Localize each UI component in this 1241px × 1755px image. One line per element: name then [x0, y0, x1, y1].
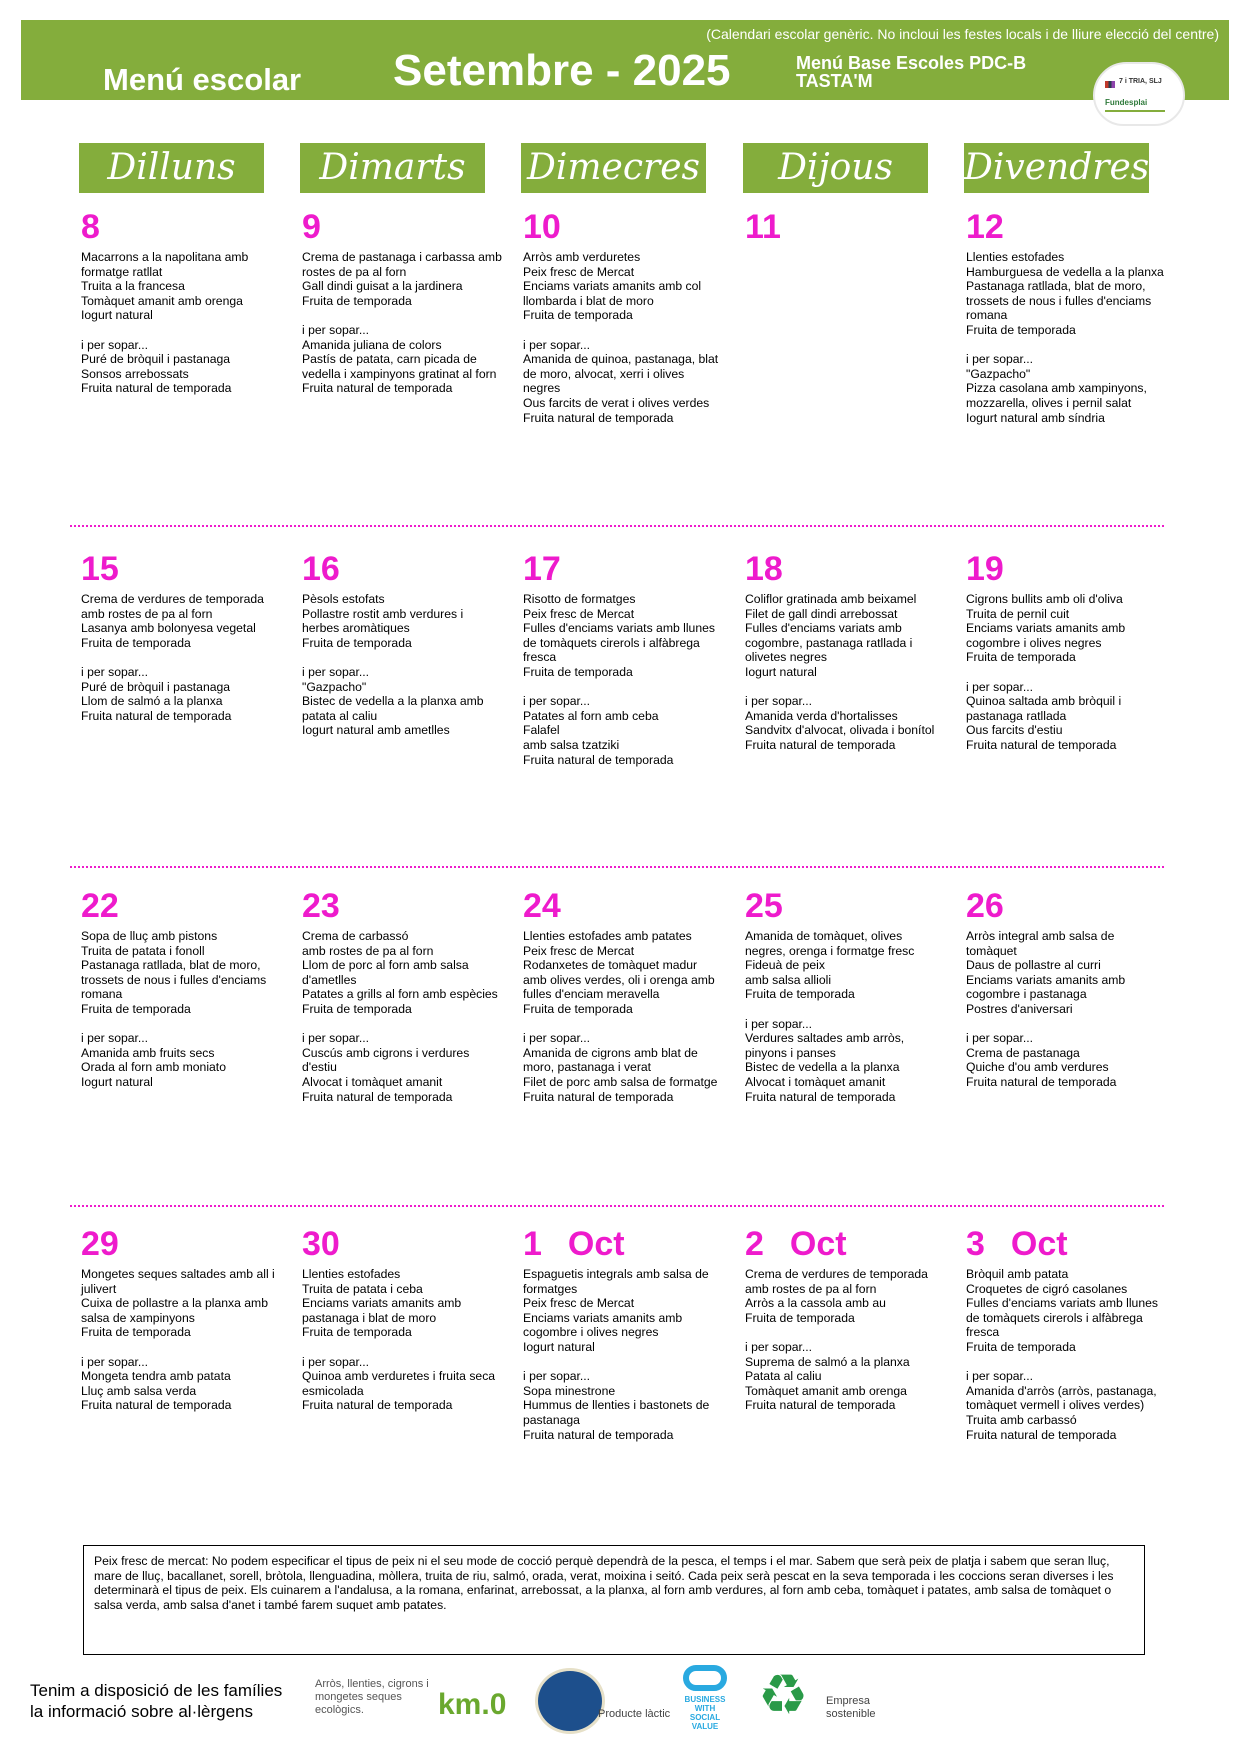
menu-item: Pizza casolana amb xampinyons, mozzarella, olives i pernil salat — [966, 381, 1147, 410]
menu-items — [523, 1267, 723, 1442]
day-cell — [523, 887, 723, 1104]
menu-item: i per sopar... — [745, 1339, 813, 1354]
menu-item: i per sopar... — [302, 322, 370, 337]
menu-item: Patates al forn amb ceba — [523, 708, 659, 723]
menu-item: Patata al caliu — [745, 1369, 822, 1384]
menu-item: Quiche d'ou amb verdures — [966, 1060, 1109, 1075]
menu-item: i per sopar... — [81, 664, 149, 679]
fish-footnote — [83, 1545, 1145, 1655]
day-cell — [302, 550, 502, 738]
menu-item: Fruita de temporada — [302, 635, 412, 650]
menu-item: Mongeta tendra amb patata — [81, 1369, 231, 1384]
empresa-line-2: sostenible — [826, 1708, 876, 1720]
day-number-value: 25 — [745, 887, 783, 925]
menu-item: amb rostes de pa al forn — [81, 606, 213, 621]
menu-items — [745, 929, 945, 1104]
menu-item: Fruita natural de temporada — [81, 381, 232, 396]
empresa-line-1: Empresa — [826, 1695, 871, 1707]
menu-item: Truita de patata i ceba — [302, 1281, 423, 1296]
menu-item: Arròs integral amb salsa de tomàquet — [966, 929, 1115, 958]
menu-item: i per sopar... — [81, 1354, 149, 1369]
menu-item: Macarrons a la napolitana amb formatge ratllat — [81, 250, 249, 279]
menu-item: amb rostes de pa al forn — [302, 943, 434, 958]
menu-item: Tomàquet amanit amb orenga — [745, 1383, 907, 1398]
menu-item: i per sopar... — [966, 352, 1034, 367]
day-number-value: 22 — [81, 887, 119, 925]
menu-item: Cuixa de pollastre a la planxa amb salsa de xampinyons — [81, 1296, 268, 1325]
menu-item: i per sopar... — [302, 664, 370, 679]
menu-item: Iogurt natural amb ametlles — [302, 723, 450, 738]
day-header-2: Dimecres — [521, 143, 706, 193]
day-cell — [302, 887, 502, 1104]
menu-item: Sandvitx d'alvocat, olivada i bonítol — [745, 723, 935, 738]
day-number-value: 16 — [302, 550, 340, 588]
menu-base-line2: TASTA'M — [796, 71, 873, 91]
menu-spacer — [302, 308, 502, 323]
day-number-value: 12 — [966, 208, 1004, 246]
menu-item: Iogurt natural — [81, 1074, 153, 1089]
menu-item: i per sopar... — [81, 337, 149, 352]
recycle-icon: ♻ — [758, 1663, 809, 1726]
menu-item: Fruita natural de temporada — [302, 381, 453, 396]
menu-item: Filet de gall dindi arrebossat — [745, 606, 898, 621]
day-number-value: 30 — [302, 1225, 340, 1263]
day-number — [523, 550, 723, 590]
menu-spacer — [966, 338, 1166, 353]
menu-item: Lasanya amb bolonyesa vegetal — [81, 621, 256, 636]
menu-item: Mongetes seques saltades amb all i julivert — [81, 1267, 275, 1296]
menu-item: Amanida d'arròs (arròs, pastanaga, tomàquet vermell i olives verdes) — [966, 1383, 1157, 1413]
menu-item: Fruita de temporada — [966, 650, 1076, 665]
logo-mark-icon — [1105, 81, 1115, 88]
menu-item: Coliflor gratinada amb beixamel — [745, 592, 917, 606]
menu-spacer — [745, 1325, 945, 1340]
menu-item: Llom de porc al forn amb salsa d'ametlles — [302, 958, 469, 987]
menu-item: Crema de pastanaga i carbassa amb rostes de pa al forn — [302, 250, 502, 279]
day-number-value: 18 — [745, 550, 783, 588]
day-number — [745, 208, 945, 248]
menu-item: Crema de verdures de temporada — [81, 592, 264, 606]
day-number — [745, 550, 945, 590]
company-logo — [1093, 62, 1185, 126]
menu-item: Truita a la francesa — [81, 279, 185, 294]
day-number — [966, 550, 1166, 590]
menu-item: Bistec de vedella a la planxa amb patata al caliu — [302, 694, 484, 723]
menu-item: Fruita de temporada — [81, 1325, 191, 1340]
day-number — [302, 887, 502, 927]
menu-spacer — [81, 1340, 281, 1355]
day-cell — [745, 887, 945, 1104]
page-title: Setembre - 2025 — [393, 46, 731, 95]
week-separator — [70, 866, 1164, 868]
menu-item: Llenties estofades — [302, 1267, 401, 1281]
menu-item: amb salsa allioli — [745, 972, 832, 987]
menu-items — [966, 929, 1166, 1090]
day-number — [966, 887, 1166, 927]
menu-item: Fruita natural de temporada — [745, 737, 896, 752]
menu-spacer — [745, 680, 945, 695]
day-cell — [745, 208, 945, 250]
day-number-value: 23 — [302, 887, 340, 925]
menu-item: Amanida de cigrons amb blat de moro, pastanaga i verat — [523, 1045, 698, 1075]
menu-item: Fulles d'enciams variats amb llunes de tomàquets cirerols i alfàbrega fresca — [966, 1296, 1158, 1340]
day-header-1: Dimarts — [300, 143, 485, 193]
menu-items — [966, 250, 1166, 425]
menu-item: Fruita natural de temporada — [523, 1427, 674, 1442]
menu-item: Fulles d'enciams variats amb llunes de tomàquets cirerols i alfàbrega fresca — [523, 621, 715, 665]
menu-items — [302, 592, 502, 738]
menu-item: Crema de pastanaga — [966, 1045, 1080, 1060]
menu-item: Fruita de temporada — [302, 293, 412, 308]
menu-item: Pastís de patata, carn picada de vedella i xampinyons gratinat al forn — [302, 352, 497, 381]
week-separator — [70, 1205, 1164, 1207]
menu-item: i per sopar... — [302, 1031, 370, 1046]
day-header-0: Dilluns — [79, 143, 264, 193]
dairy-farm-logo — [535, 1668, 605, 1734]
header-banner — [21, 20, 1229, 100]
menu-item: Sopa minestrone — [523, 1383, 616, 1398]
menu-item: Fruita de temporada — [523, 308, 633, 323]
day-number-value: 26 — [966, 887, 1004, 925]
calendar-note: (Calendari escolar genèric. No incloui les festes locals i de lliure elecció del centre) — [706, 26, 1219, 42]
menu-items — [81, 1267, 281, 1413]
allergen-line-1: Tenim a disposició de les famílies — [30, 1681, 283, 1700]
menu-spacer — [523, 1355, 723, 1370]
menu-item: i per sopar... — [966, 1031, 1034, 1046]
menu-spacer — [745, 1002, 945, 1017]
day-number — [302, 208, 502, 248]
menu-spacer — [302, 1017, 502, 1032]
day-cell — [302, 1225, 502, 1413]
menu-escolar-title: Menú escolar — [103, 62, 302, 97]
menu-item: Crema de carbassó — [302, 929, 409, 943]
menu-item: Puré de bròquil i pastanaga — [81, 679, 231, 694]
allergen-notice — [30, 1680, 282, 1722]
menu-item: Fruita de temporada — [745, 1310, 855, 1325]
social-value-logo — [680, 1665, 730, 1735]
menu-item: Ous farcits de verat i olives verdes — [523, 395, 710, 410]
menu-spacer — [966, 1355, 1166, 1370]
menu-item: Espaguetis integrals amb salsa de formatges — [523, 1267, 709, 1296]
menu-item: Risotto de formatges — [523, 592, 636, 606]
menu-item: Fruita de temporada — [81, 1001, 191, 1016]
day-number — [966, 1225, 1166, 1265]
day-number-value: 19 — [966, 550, 1004, 588]
menu-spacer — [81, 1017, 281, 1032]
menu-item: Fruita de temporada — [302, 1325, 412, 1340]
menu-item: Enciams variats amanits amb cogombre i pastanaga — [966, 972, 1126, 1002]
menu-item: Enciams variats amanits amb pastanaga i blat de moro — [302, 1296, 462, 1325]
menu-spacer — [81, 650, 281, 665]
menu-items — [523, 250, 723, 425]
menu-item: Llenties estofades — [966, 250, 1065, 264]
menu-item: i per sopar... — [81, 1031, 149, 1046]
logo-text-1: 7 i TRIA, SLJ — [1119, 78, 1162, 85]
menu-item: Iogurt natural amb síndria — [966, 410, 1105, 425]
menu-items — [745, 1267, 945, 1413]
menu-item: Arròs a la cassola amb au — [745, 1296, 886, 1311]
month-label: Oct — [1010, 1225, 1068, 1263]
month-label: Oct — [789, 1225, 847, 1263]
menu-item: Truita de patata i fonoll — [81, 943, 205, 958]
menu-item: Amanida de tomàquet, olives negres, orenga i formatge fresc — [745, 929, 915, 958]
menu-item: Llenties estofades amb patates — [523, 929, 692, 943]
day-number — [302, 1225, 502, 1265]
day-cell — [81, 1225, 281, 1413]
menu-item: i per sopar... — [523, 337, 591, 352]
menu-item: Sonsos arrebossats — [81, 366, 189, 381]
day-cell — [745, 1225, 945, 1413]
menu-item: Fruita natural de temporada — [966, 737, 1117, 752]
menu-item: Crema de verdures de temporada — [745, 1267, 928, 1281]
menu-item: Pèsols estofats — [302, 592, 385, 606]
day-cell — [523, 208, 723, 425]
menu-item: Falafel — [523, 723, 560, 738]
menu-item: Ous farcits d'estiu — [966, 723, 1063, 738]
menu-items — [81, 929, 281, 1090]
menu-item: Bròquil amb patata — [966, 1267, 1069, 1281]
menu-items — [523, 929, 723, 1104]
menu-item: Truita de pernil cuit — [966, 606, 1070, 621]
day-number-value: 8 — [81, 208, 100, 246]
menu-spacer — [523, 1017, 723, 1032]
menu-spacer — [523, 680, 723, 695]
menu-items — [745, 592, 945, 753]
menu-item: i per sopar... — [523, 1369, 591, 1384]
day-cell — [966, 887, 1166, 1090]
menu-item: Amanida juliana de colors — [302, 337, 442, 352]
menu-item: Fruita natural de temporada — [966, 1427, 1117, 1442]
menu-item: Croquetes de cigró casolanes — [966, 1281, 1128, 1296]
week-separator — [70, 525, 1164, 527]
menu-item: i per sopar... — [523, 694, 591, 709]
social-value-text: BUSINESS WITH SOCIAL VALUE — [684, 1695, 726, 1731]
menu-item: i per sopar... — [302, 1354, 370, 1369]
menu-item: Fruita natural de temporada — [302, 1089, 453, 1104]
day-number — [745, 887, 945, 927]
menu-item: Pastanaga ratllada, blat de moro, trossets de nous i fulles d'enciams romana — [966, 279, 1152, 323]
day-cell — [302, 208, 502, 396]
menu-spacer — [302, 1340, 502, 1355]
menu-item: Fideuà de peix — [745, 958, 825, 973]
menu-item: Peix fresc de Mercat — [523, 1296, 635, 1311]
dairy-product-label: Producte làctic — [598, 1708, 671, 1720]
menu-item: Truita amb carbassó — [966, 1412, 1077, 1427]
eco-products-note: Arròs, llenties, cigrons i mongetes seques ecològics. — [315, 1678, 429, 1716]
menu-item: Fruita de temporada — [302, 1001, 412, 1016]
day-number-value: 2 — [745, 1225, 764, 1263]
day-cell — [966, 550, 1166, 753]
day-number — [523, 1225, 723, 1265]
menu-base-line1: Menú Base Escoles PDC-B — [796, 53, 1027, 73]
menu-item: Peix fresc de Mercat — [523, 943, 635, 958]
menu-spacer — [966, 665, 1166, 680]
menu-items — [302, 929, 502, 1104]
menu-spacer — [81, 323, 281, 338]
day-number-value: 24 — [523, 887, 561, 925]
menu-item: "Gazpacho" — [302, 679, 367, 694]
menu-item: i per sopar... — [745, 694, 813, 709]
day-header-4: Divendres — [964, 143, 1149, 193]
fish-footnote-text: Peix fresc de mercat: No podem especificar el tipus de peix ni el seu mode de cocció perquè dependrà de la pesca, el temps i el mar. Sabem que serà peix de platja i sabem que seran lluç, mare de lluç, bacallanet, sorell, bròtola, llenguadina, mòllera, truita de riu, salmó, orada, verat, moixina i seitó. Cada peix serà pescat en la seva temporada i les coccions seran diverses i les determinarà el tipus de peix. Els cuinarem a l'andalusa, a la romana, enfarinat, arrebossat, a la planxa, al forn amb verdures, al forn amb ceba, tomàquet i patates, amb salsa de tomàquet o salsa verda, amb salsa d'anet i també farem suquet amb patates. — [94, 1554, 1114, 1612]
menu-item: Quinoa amb verduretes i fruita seca esmicolada — [302, 1369, 496, 1398]
logo-underline — [1105, 110, 1165, 112]
menu-items — [523, 592, 723, 767]
menu-item: Fruita natural de temporada — [745, 1089, 896, 1104]
menu-item: i per sopar... — [745, 1016, 813, 1031]
menu-item: Tomàquet amanit amb orenga — [81, 293, 243, 308]
day-number — [81, 550, 281, 590]
menu-item: Alvocat i tomàquet amanit — [302, 1074, 443, 1089]
day-cell — [81, 887, 281, 1090]
menu-item: Gall dindi guisat a la jardinera — [302, 279, 463, 294]
menu-item: Sopa de lluç amb pistons — [81, 929, 218, 943]
menu-base-label — [796, 54, 1026, 90]
day-number-value: 9 — [302, 208, 321, 246]
menu-item: Daus de pollastre al curri — [966, 958, 1101, 973]
menu-item: Amanida amb fruits secs — [81, 1045, 215, 1060]
menu-item: Puré de bròquil i pastanaga — [81, 352, 231, 367]
menu-item: Alvocat i tomàquet amanit — [745, 1074, 886, 1089]
day-number — [523, 208, 723, 248]
menu-items — [966, 1267, 1166, 1442]
menu-item: Enciams variats amanits amb cogombre i olives negres — [523, 1310, 683, 1340]
day-number-value: 11 — [745, 208, 781, 246]
menu-item: Hummus de llenties i bastonets de pastanaga — [523, 1398, 710, 1427]
menu-spacer — [302, 650, 502, 665]
menu-item: Fruita natural de temporada — [523, 752, 674, 767]
menu-item: Patates a grills al forn amb espècies — [302, 987, 498, 1002]
menu-item: Fruita natural de temporada — [523, 1089, 674, 1104]
menu-item: Filet de porc amb salsa de formatge — [523, 1074, 718, 1089]
menu-item: Amanida verda d'hortalisses — [745, 708, 898, 723]
day-number — [81, 208, 281, 248]
menu-item: i per sopar... — [523, 1031, 591, 1046]
menu-item: Postres d'aniversari — [966, 1001, 1073, 1016]
menu-item: Bistec de vedella a la planxa — [745, 1060, 900, 1075]
menu-item: Fruita natural de temporada — [745, 1398, 896, 1413]
menu-item: Cuscús amb cigrons i verdures d'estiu — [302, 1045, 470, 1075]
menu-item: Fruita de temporada — [966, 1339, 1076, 1354]
menu-item: Fruita natural de temporada — [81, 1398, 232, 1413]
menu-item: Fruita natural de temporada — [81, 708, 232, 723]
menu-items — [302, 250, 502, 396]
day-number-value: 10 — [523, 208, 561, 246]
menu-items — [81, 592, 281, 723]
menu-item: i per sopar... — [966, 679, 1034, 694]
menu-item: Fruita natural de temporada — [302, 1398, 453, 1413]
day-number — [81, 887, 281, 927]
day-number — [81, 1225, 281, 1265]
menu-item: Cigrons bullits amb oli d'oliva — [966, 592, 1123, 606]
day-number — [745, 1225, 945, 1265]
menu-item: Amanida de quinoa, pastanaga, blat de moro, alvocat, xerri i olives negres — [523, 352, 719, 396]
menu-item: Llom de salmó a la planxa — [81, 694, 223, 709]
logo-text-2: Fundesplai — [1105, 98, 1148, 107]
menu-item: Quinoa saltada amb bròquil i pastanaga ratllada — [966, 694, 1122, 723]
month-label: Oct — [567, 1225, 625, 1263]
sustainable-company-label — [826, 1695, 876, 1721]
day-cell — [745, 550, 945, 753]
menu-spacer — [523, 323, 723, 338]
day-number-value: 29 — [81, 1225, 119, 1263]
menu-item: Fruita de temporada — [81, 635, 191, 650]
menu-item: Suprema de salmó a la planxa — [745, 1354, 910, 1369]
menu-item: Enciams variats amanits amb cogombre i olives negres — [966, 621, 1126, 650]
menu-item: Fruita de temporada — [523, 664, 633, 679]
menu-item: Fruita de temporada — [966, 322, 1076, 337]
day-number-value: 17 — [523, 550, 561, 588]
km0-logo: km.0 — [438, 1688, 507, 1721]
day-number — [523, 887, 723, 927]
day-number-value: 3 — [966, 1225, 985, 1263]
allergen-line-2: la informació sobre al·lèrgens — [30, 1702, 253, 1721]
menu-item: Lluç amb salsa verda — [81, 1383, 197, 1398]
menu-item: Fruita natural de temporada — [966, 1074, 1117, 1089]
day-number-value: 1 — [523, 1225, 542, 1263]
menu-item: amb rostes de pa al forn — [745, 1281, 877, 1296]
menu-item: Iogurt natural — [523, 1339, 595, 1354]
day-cell — [523, 1225, 723, 1442]
menu-item: Fulles d'enciams variats amb cogombre, pastanaga ratllada i olivetes negres — [745, 621, 913, 665]
menu-item: Hamburguesa de vedella a la planxa — [966, 264, 1164, 279]
menu-item: Enciams variats amanits amb col llombarda i blat de moro — [523, 279, 702, 308]
menu-item: Fruita de temporada — [745, 987, 855, 1002]
menu-items — [302, 1267, 502, 1413]
menu-item: Iogurt natural — [745, 664, 817, 679]
menu-item: Fruita de temporada — [523, 1001, 633, 1016]
day-cell — [966, 1225, 1166, 1442]
menu-items — [966, 592, 1166, 753]
menu-item: Fruita natural de temporada — [523, 410, 674, 425]
day-number — [966, 208, 1166, 248]
day-number-value: 15 — [81, 550, 119, 588]
day-cell — [81, 550, 281, 723]
menu-item: Rodanxetes de tomàquet madur amb olives verdes, oli i orenga amb fulles d'enciam meravella — [523, 958, 715, 1002]
menu-item: Pastanaga ratllada, blat de moro, trossets de nous i fulles d'enciams romana — [81, 958, 267, 1002]
menu-item: Iogurt natural — [81, 308, 153, 323]
infinity-icon — [683, 1665, 727, 1691]
day-number — [302, 550, 502, 590]
day-cell — [523, 550, 723, 767]
menu-spacer — [966, 1017, 1166, 1032]
menu-item: amb salsa tzatziki — [523, 737, 620, 752]
menu-item: "Gazpacho" — [966, 366, 1031, 381]
menu-item: Peix fresc de Mercat — [523, 264, 635, 279]
menu-item: Verdures saltades amb arròs, pinyons i panses — [745, 1031, 905, 1060]
day-cell — [966, 208, 1166, 425]
menu-item: Arròs amb verduretes — [523, 250, 641, 264]
menu-item: Pollastre rostit amb verdures i herbes aromàtiques — [302, 606, 464, 636]
menu-item: Orada al forn amb moniato — [81, 1060, 226, 1075]
menu-items — [81, 250, 281, 396]
day-header-3: Dijous — [743, 143, 928, 193]
menu-item: i per sopar... — [966, 1369, 1034, 1384]
day-cell — [81, 208, 281, 396]
menu-item: Peix fresc de Mercat — [523, 606, 635, 621]
